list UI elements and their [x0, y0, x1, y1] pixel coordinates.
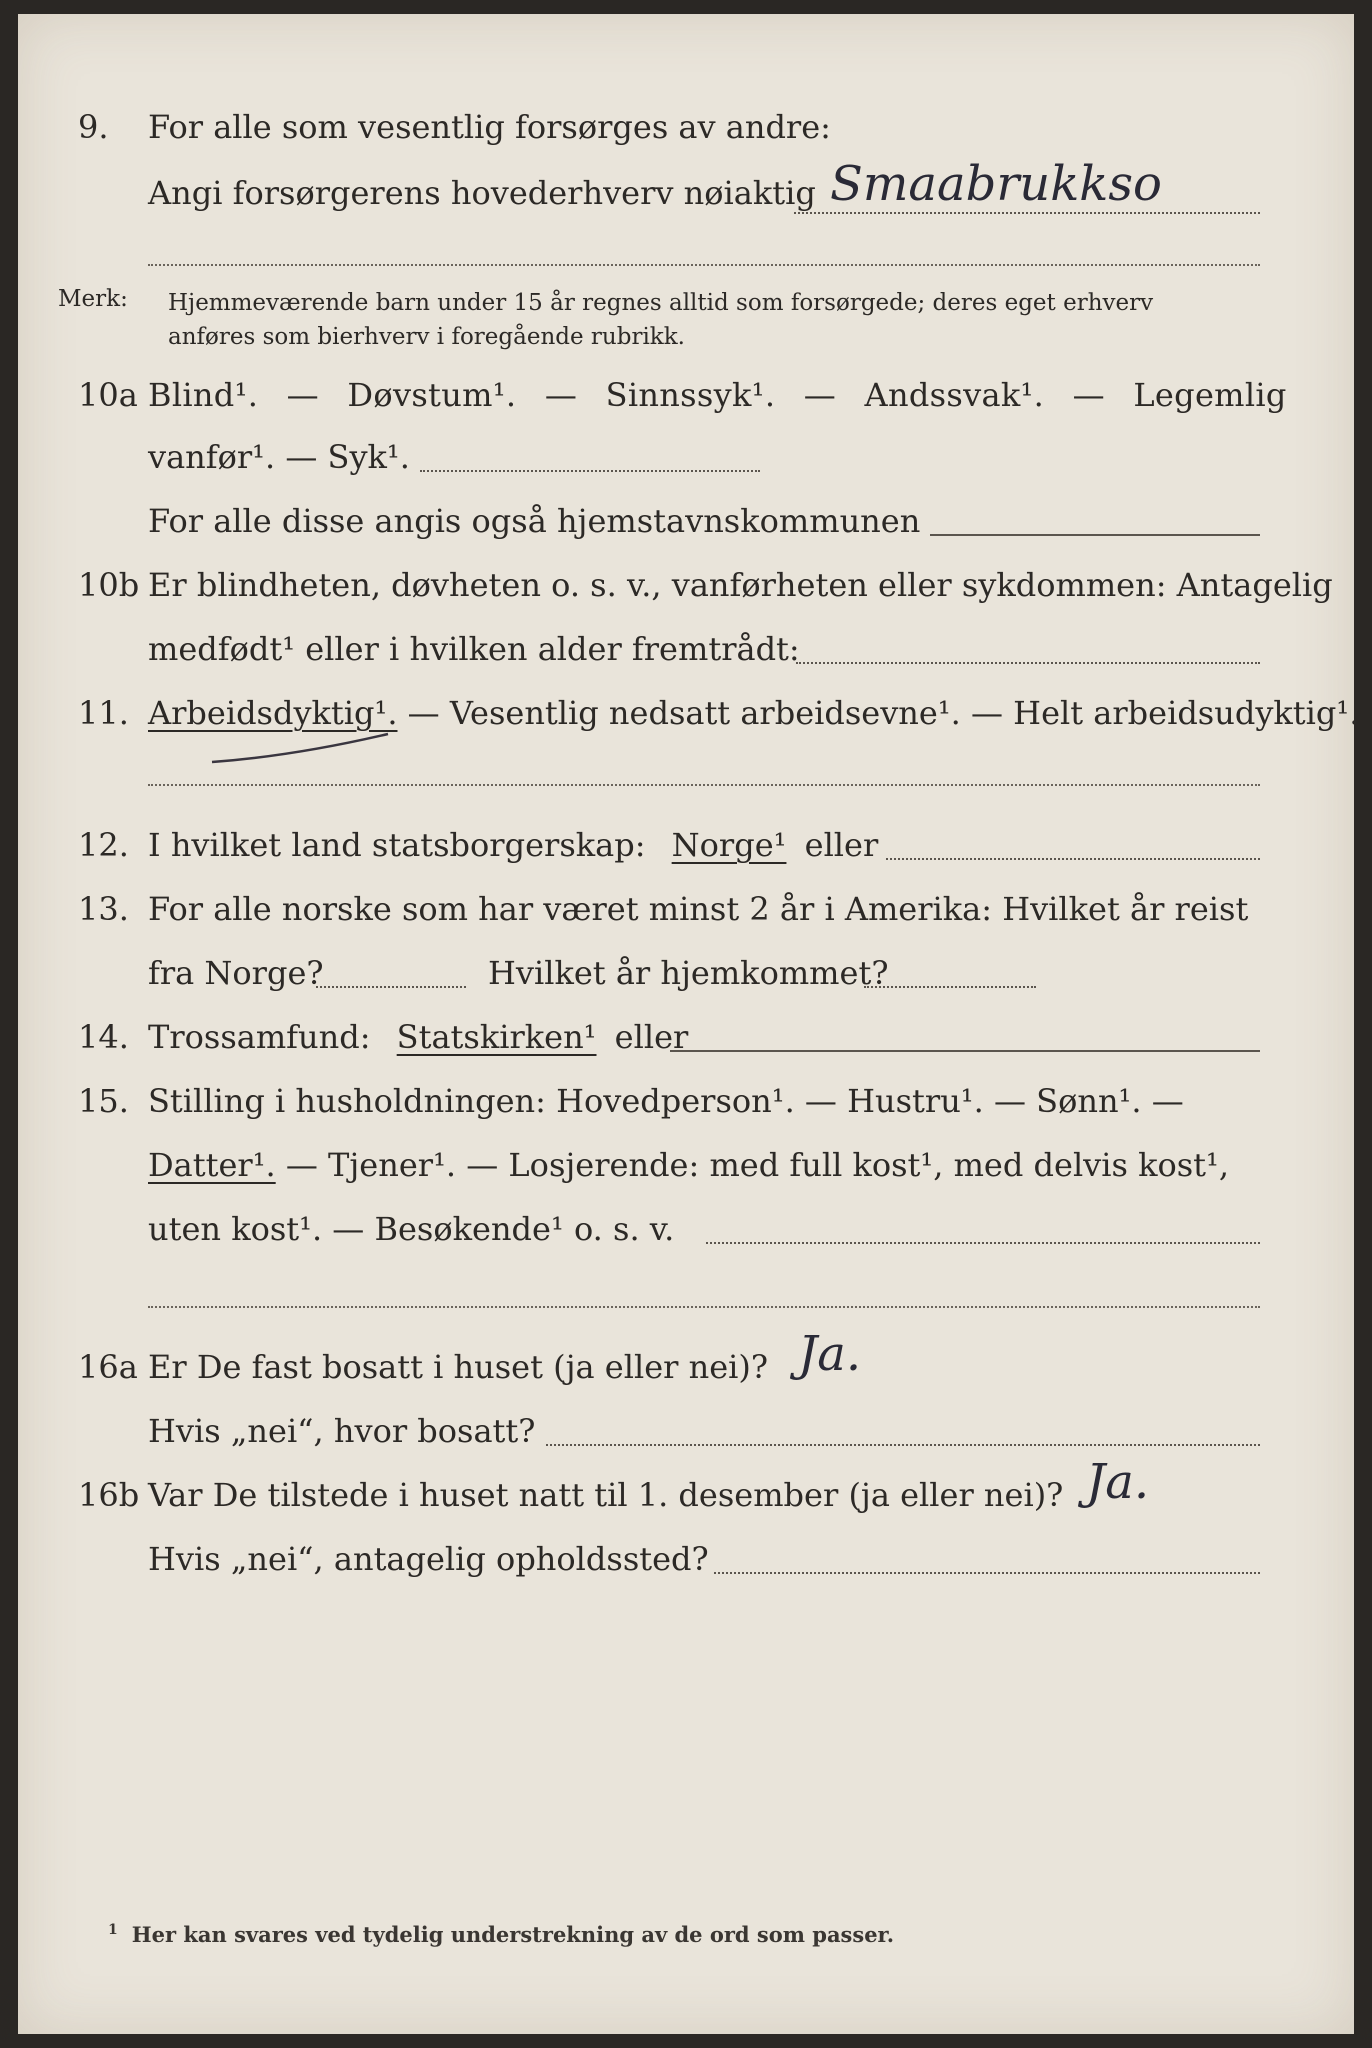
merk-label: Merk: [58, 286, 128, 312]
q14-eller: eller [614, 1018, 689, 1056]
q11-extra-line [148, 784, 1260, 786]
q16b-answer-line [714, 1572, 1260, 1574]
footnote-text: Her kan svares ved tydelig understrekning av de ord som passer. [131, 1922, 895, 1947]
q10a-home-municipality: For alle disse angis også hjemstavnskommunen [148, 502, 921, 540]
q13-departure-line [316, 986, 466, 988]
q16a-answer-line [546, 1444, 1260, 1446]
q14-row [18, 1018, 1354, 1068]
q10a-row-1 [18, 376, 1354, 426]
q9-row-2 [18, 156, 1354, 224]
q15-question: Stilling i husholdningen: Hovedperson¹. — Hustru¹. — Sønn¹. — [148, 1082, 1184, 1120]
q9-handwritten-answer: Smaabrukkso [830, 156, 1162, 212]
q10b-age-question: medfødt¹ eller i hvilken alder fremtrådt: [148, 630, 800, 668]
q16a-row-2 [18, 1412, 1354, 1462]
census-form-page [18, 14, 1360, 2034]
q10a-syk-line [420, 470, 760, 472]
merk-line-2: anføres som bierhverv i foregående rubrikk. [168, 324, 685, 350]
q16a-handwritten-answer: Ja. [798, 1326, 862, 1382]
q15-answer-line [706, 1242, 1260, 1244]
q14-question [148, 1018, 688, 1056]
q11-number: 11. [78, 694, 129, 732]
q14-number: 14. [78, 1018, 129, 1056]
q16b-row-2 [18, 1540, 1354, 1590]
q10b-number: 10b [78, 566, 140, 604]
q12-answer-line [886, 858, 1260, 860]
q12-label: I hvilket land statsborgerskap: [148, 826, 646, 864]
q13-question: For alle norske som har været minst 2 år i Amerika: Hvilket år reist [148, 890, 1249, 928]
q10b-row-1 [18, 566, 1354, 616]
q12-option-norge: Norge¹ [671, 826, 787, 864]
q15-row-1 [18, 1082, 1354, 1132]
q15-row-2 [18, 1146, 1354, 1196]
merk-line-1: Hjemmeværende barn under 15 år regnes alltid som forsørgede; deres eget erhverv [168, 290, 1154, 316]
q13-return-label: Hvilket år hjemkommet? [488, 954, 889, 992]
q11-options [148, 694, 1359, 732]
q11-handwritten-stroke [208, 728, 408, 768]
q15-number: 15. [78, 1082, 129, 1120]
q14-label: Trossamfund: [148, 1018, 371, 1056]
q10b-row-2 [18, 630, 1354, 680]
q16a-question: Er De fast bosatt i huset (ja eller nei)? [148, 1348, 769, 1386]
q10b-question: Er blindheten, døvheten o. s. v., vanførheten eller sykdommen: Antagelig [148, 566, 1333, 604]
q13-departure-label: fra Norge? [148, 954, 324, 992]
q9-extra-line [148, 264, 1260, 266]
q14-option-statskirken: Statskirken¹ [396, 1018, 597, 1056]
q9-row-1 [18, 108, 1354, 158]
q16a-row-1 [18, 1326, 1354, 1398]
q16b-number: 16b [78, 1476, 140, 1514]
q16b-row-1 [18, 1454, 1354, 1526]
q11-option-arbeidsdyktig: Arbeidsdyktig¹. [148, 694, 398, 732]
q15-other-options: — Tjener¹. — Losjerende: med full kost¹, med delvis kost¹, [285, 1146, 1230, 1184]
q12-question [148, 826, 878, 864]
q12-eller: eller [804, 826, 879, 864]
q9-question: For alle som vesentlig forsørges av andre: [148, 108, 831, 146]
merk-note [168, 286, 1258, 354]
q13-row-1 [18, 890, 1354, 940]
q14-answer-line [670, 1050, 1260, 1052]
q16b-followup: Hvis „nei“, antagelig opholdssted? [148, 1540, 709, 1578]
q9-answer-line [794, 212, 1260, 214]
q15-row-3 [18, 1210, 1354, 1260]
q16b-handwritten-answer: Ja. [1086, 1454, 1150, 1510]
footnote-mark: 1 [108, 1922, 118, 1938]
q16a-followup: Hvis „nei“, hvor bosatt? [148, 1412, 536, 1450]
footnote [108, 1922, 894, 1947]
q10a-row-2 [18, 438, 1354, 488]
q9-number: 9. [78, 108, 109, 146]
q10a-line-2: vanfør¹. — Syk¹. [148, 438, 410, 476]
q12-row [18, 826, 1354, 876]
q10a-disabilities: Blind¹. — Døvstum¹. — Sinnssyk¹. — Andssvak¹. — Legemlig [148, 376, 1287, 414]
q15-line-3: uten kost¹. — Besøkende¹ o. s. v. [148, 1210, 675, 1248]
q10a-number: 10a [78, 376, 138, 414]
q10a-row-3 [18, 502, 1354, 552]
q16b-question: Var De tilstede i huset natt til 1. desember (ja eller nei)? [148, 1476, 1064, 1514]
q16a-number: 16a [78, 1348, 138, 1386]
q13-return-line [864, 986, 1036, 988]
q12-number: 12. [78, 826, 129, 864]
q13-number: 13. [78, 890, 129, 928]
q15-extra-line [148, 1306, 1260, 1308]
q15-option-datter: Datter¹. [148, 1146, 276, 1184]
q13-row-2 [18, 954, 1354, 1004]
q15-line-2 [148, 1146, 1229, 1184]
q11-other-options: — Vesentlig nedsatt arbeidsevne¹. — Helt arbeidsudyktig¹. [407, 694, 1360, 732]
q10b-answer-line [796, 662, 1260, 664]
q9-occupation-label: Angi forsørgerens hovederhverv nøiaktig [148, 174, 816, 212]
q10a-municipality-line [930, 534, 1260, 536]
